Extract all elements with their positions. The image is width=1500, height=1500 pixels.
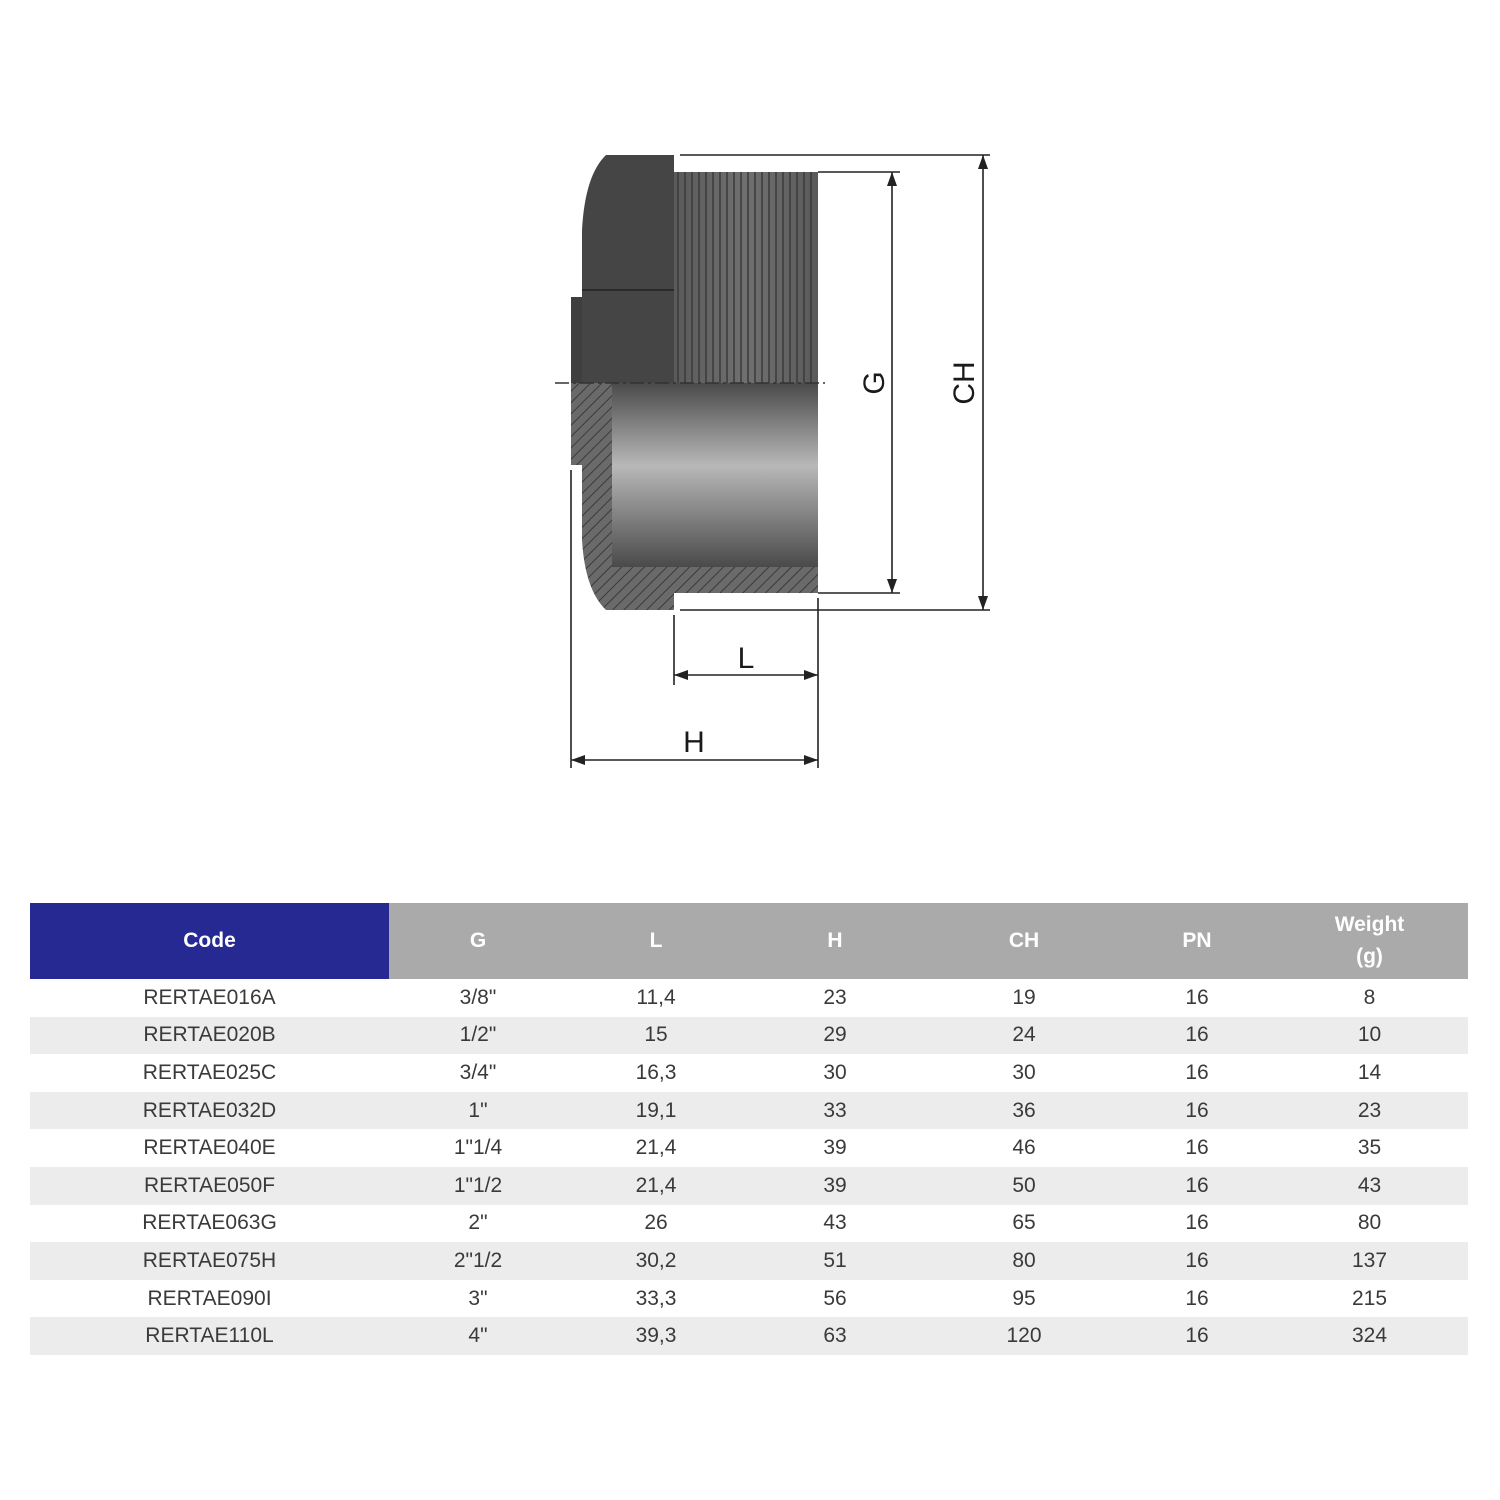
cell-l: 19,1 xyxy=(567,1092,745,1130)
header-pn: PN xyxy=(1123,903,1271,979)
cell-weight: 8 xyxy=(1363,985,1376,1009)
cell-pn: 16 xyxy=(1123,1017,1271,1055)
spec-table xyxy=(30,903,1468,1355)
cell-h: 51 xyxy=(745,1242,925,1280)
cell-l: 21,4 xyxy=(635,1136,677,1160)
dimension-label-g: G xyxy=(857,371,891,395)
cell-code: RERTAE040E xyxy=(143,1136,276,1160)
cell-pn: 16 xyxy=(1185,1060,1209,1084)
cell-g: 2" xyxy=(468,1211,488,1235)
table-row xyxy=(30,1242,1468,1280)
cell-ch: 24 xyxy=(925,1017,1123,1055)
cell-g: 4" xyxy=(389,1317,567,1355)
cell-pn: 16 xyxy=(1123,1092,1271,1130)
cell-weight: 137 xyxy=(1271,1242,1468,1280)
cell-g: 2"1/2 xyxy=(389,1242,567,1280)
cell-code: RERTAE063G xyxy=(142,1211,277,1235)
bore-interior xyxy=(612,383,818,567)
cell-pn: 16 xyxy=(1123,1167,1271,1205)
cell-h: 56 xyxy=(823,1286,847,1310)
cell-weight: 23 xyxy=(1271,1092,1468,1130)
cell-weight: 10 xyxy=(1271,1017,1468,1055)
table-row xyxy=(30,979,1468,1017)
table-row xyxy=(30,1280,1468,1318)
cell-h: 39 xyxy=(745,1167,925,1205)
table-body xyxy=(30,979,1468,1355)
table-header-row xyxy=(30,903,1468,979)
cell-g: 3/8" xyxy=(459,985,497,1009)
cell-code: RERTAE110L xyxy=(30,1317,389,1355)
cell-g: 1"1/2 xyxy=(389,1167,567,1205)
table-row xyxy=(30,1129,1468,1167)
cell-ch: 80 xyxy=(925,1242,1123,1280)
header-weight-unit: (g) xyxy=(1356,945,1383,968)
cell-g: 1"1/4 xyxy=(453,1136,503,1160)
cell-pn: 16 xyxy=(1123,1242,1271,1280)
cell-weight: 80 xyxy=(1357,1211,1382,1235)
cell-h: 30 xyxy=(823,1060,847,1084)
table-row xyxy=(30,1205,1468,1243)
dimension-label-l: L xyxy=(737,642,755,675)
cell-h: 63 xyxy=(745,1317,925,1355)
cell-code: RERTAE016A xyxy=(143,985,276,1009)
cell-ch: 46 xyxy=(1012,1136,1036,1160)
table-row xyxy=(30,1092,1468,1130)
header-weight-label: Weight xyxy=(1334,913,1405,936)
cell-ch: 30 xyxy=(1012,1060,1036,1084)
header-h: H xyxy=(745,903,925,979)
dimension-label-h: H xyxy=(683,726,705,759)
header-l: L xyxy=(567,903,745,979)
dimension-label-ch: CH xyxy=(947,361,981,405)
header-g: G xyxy=(389,903,567,979)
cell-h: 43 xyxy=(823,1211,847,1235)
cell-pn: 16 xyxy=(1185,1286,1209,1310)
cell-h: 29 xyxy=(745,1017,925,1055)
cell-pn: 16 xyxy=(1185,1136,1209,1160)
cell-g: 3" xyxy=(468,1286,488,1310)
header-code: Code xyxy=(30,903,389,979)
cell-l: 15 xyxy=(567,1017,745,1055)
cell-code: RERTAE020B xyxy=(30,1017,389,1055)
cell-weight: 215 xyxy=(1351,1286,1388,1310)
header-ch: CH xyxy=(925,903,1123,979)
cell-l: 16,3 xyxy=(635,1060,677,1084)
cell-ch: 120 xyxy=(925,1317,1123,1355)
cell-h: 39 xyxy=(823,1136,847,1160)
header-weight xyxy=(1271,903,1468,979)
table-row xyxy=(30,1167,1468,1205)
cell-h: 33 xyxy=(745,1092,925,1130)
cell-l: 11,4 xyxy=(636,985,676,1009)
cell-weight: 43 xyxy=(1271,1167,1468,1205)
cell-weight: 324 xyxy=(1271,1317,1468,1355)
table-row xyxy=(30,1054,1468,1092)
cell-code: RERTAE025C xyxy=(142,1060,277,1084)
cell-g: 3/4" xyxy=(459,1060,497,1084)
cell-l: 30,2 xyxy=(567,1242,745,1280)
cell-ch: 95 xyxy=(1012,1286,1036,1310)
cell-code: RERTAE090I xyxy=(147,1286,272,1310)
cell-ch: 50 xyxy=(925,1167,1123,1205)
cell-h: 23 xyxy=(823,985,847,1009)
cell-code: RERTAE075H xyxy=(30,1242,389,1280)
cell-pn: 16 xyxy=(1185,1211,1209,1235)
table-row xyxy=(30,1017,1468,1055)
cell-pn: 16 xyxy=(1123,1317,1271,1355)
hex-head-upper xyxy=(582,155,674,383)
cell-code: RERTAE032D xyxy=(30,1092,389,1130)
plug-section-half xyxy=(555,383,825,610)
cell-l: 33,3 xyxy=(635,1286,677,1310)
table-row xyxy=(30,1317,1468,1355)
cell-ch: 36 xyxy=(925,1092,1123,1130)
cell-pn: 16 xyxy=(1185,985,1209,1009)
cell-ch: 65 xyxy=(1012,1211,1036,1235)
cell-l: 21,4 xyxy=(567,1167,745,1205)
cell-l: 26 xyxy=(644,1211,668,1235)
cell-weight: 35 xyxy=(1357,1136,1382,1160)
cell-g: 1/2" xyxy=(389,1017,567,1055)
cell-code: RERTAE050F xyxy=(30,1167,389,1205)
cell-l: 39,3 xyxy=(567,1317,745,1355)
cell-weight: 14 xyxy=(1357,1060,1382,1084)
cell-g: 1" xyxy=(389,1092,567,1130)
cell-ch: 19 xyxy=(1012,985,1036,1009)
